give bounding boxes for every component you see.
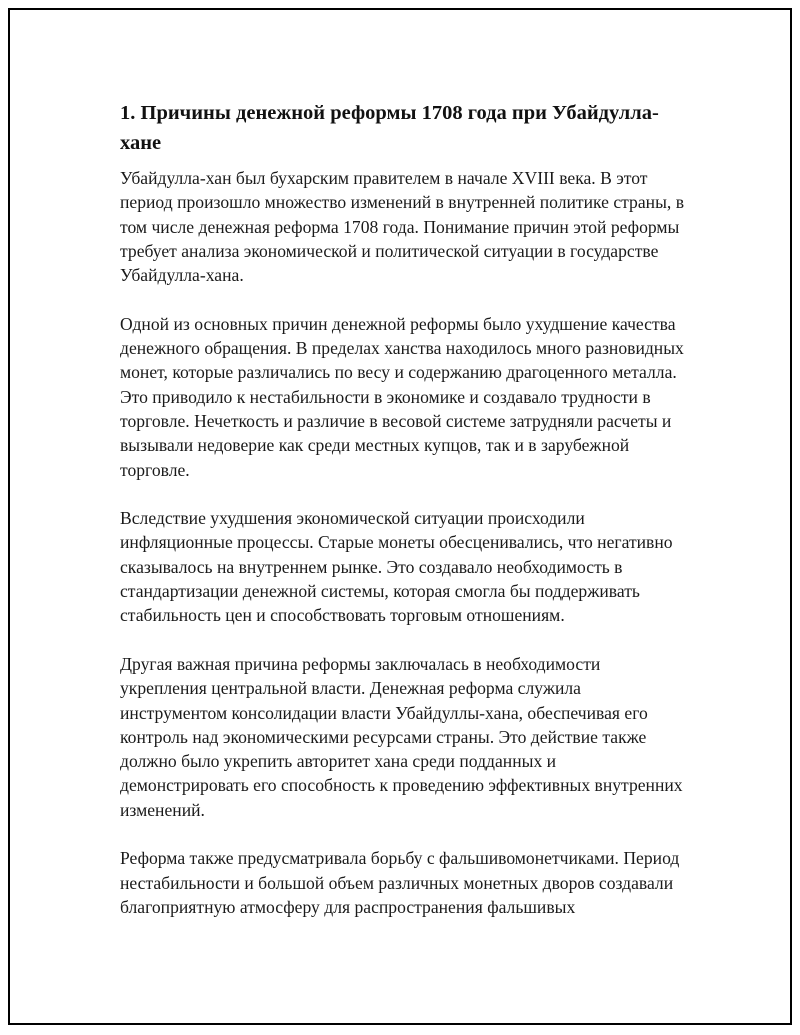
paragraph: Одной из основных причин денежной реформы было ухудшение качества денежного обращения. В пределах ханства находилось много разновидных монет, которые различались по весу и содержанию драгоценного металла. Это приводило к нестабильности в экономике и создавало трудности в торговле. Нечеткость и различие в весовой системе затрудняли расчеты и вызывали недоверие как среди местных купцов, так и в зарубежной торговле. (120, 313, 684, 480)
section-heading: 1. Причины денежной реформы 1708 года при Убайдулла-хане (120, 102, 659, 154)
paragraph: Другая важная причина реформы заключалась в необходимости укрепления центральной власти. Денежная реформа служила инструментом консолидации власти Убайдуллы-хана, обеспечивая его контроль над экономическими ресурсами страны. Это действие также должно было укрепить авторитет хана среди подданных и демонстрировать его способность к проведению эффективных внутренних изменений. (120, 653, 683, 820)
paragraph: Убайдулла-хан был бухарским правителем в начале XVIII века. В этот период произошло множество изменений в внутренней политике страны, в том числе денежная реформа 1708 года. Понимание причин этой реформы требует анализа экономической и политической ситуации в государстве Убайдулла-хана. (120, 168, 684, 286)
page-frame (8, 8, 792, 1025)
document-body (120, 98, 685, 944)
paragraph: Реформа также предусматривала борьбу с фальшивомонетчиками. Период нестабильности и большой объем различных монетных дворов создавали благоприятную атмосферу для распространения фальшивых (120, 848, 680, 917)
paragraph: Вследствие ухудшения экономической ситуации происходили инфляционные процессы. Старые монеты обесценивались, что негативно сказывалось на внутреннем рынке. Это создавало необходимость в стандартизации денежной системы, которая смогла бы поддерживать стабильность цен и способствовать торговым отношениям. (120, 508, 673, 626)
